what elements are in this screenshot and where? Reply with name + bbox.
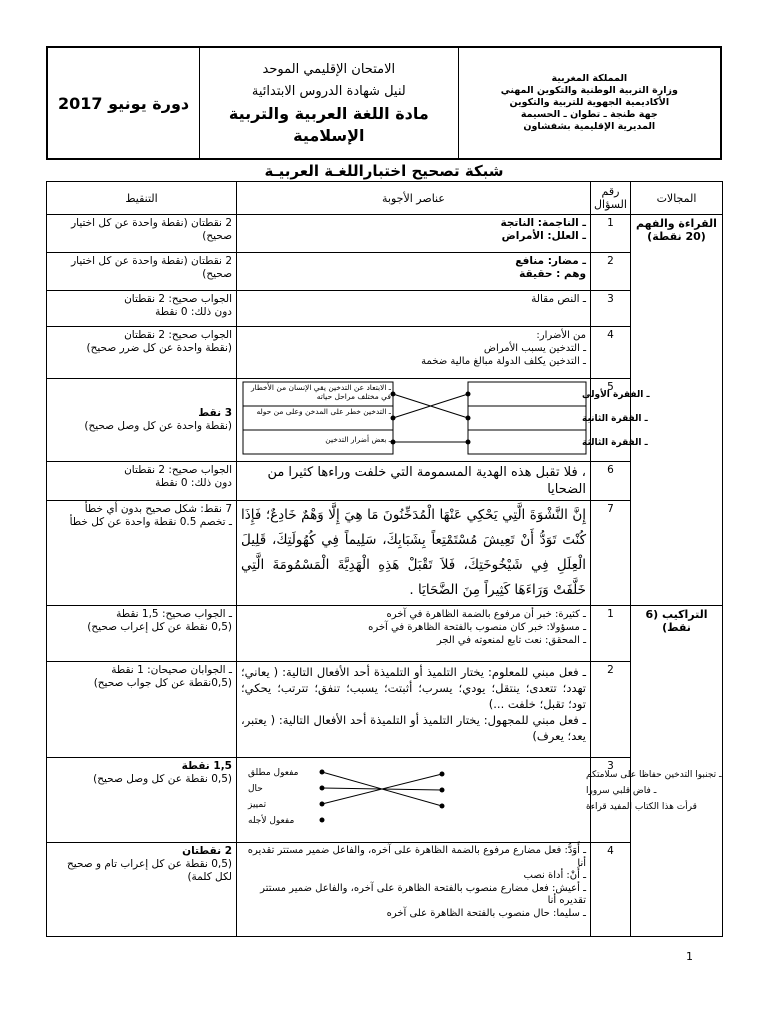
match-right-item: حال xyxy=(248,784,263,794)
grading-line: الجواب صحيح: 2 نقطتان xyxy=(124,464,232,476)
ministry-block xyxy=(458,48,720,158)
header-line: جهة طنجة ـ تطوان ـ الحسيمة xyxy=(520,109,658,120)
match-left-item: ـ الفقرة الثالثة xyxy=(582,438,648,448)
grading-line: الجواب صحيح: 2 نقطتان xyxy=(124,293,232,305)
matching-cell xyxy=(237,379,650,462)
table-row xyxy=(47,379,723,462)
grading-cell xyxy=(47,758,237,843)
answer-cell: إِنَّ النَّشْوَةَ الَّتِي يَحْكِي عَنْهَا الْمُدَخِّنُونَ مَا هِيَ إِلَّا وَهْمٌ خَادِعٌ؛ فَإِذَا كُنْتَ تَوَدُّ أَنْ تَعِيشَ مُسْتَمْتِعاً بِشَبَابِكَ، سَلِيماً فِي كُهُولَتِكَ، قَلِيلَ الْعِلَلِ فِي شَيْخُوخَتِكَ، فَلاَ تَقْبَلْ هَذِهِ الْهَدِيَّةَ الْمَسْمُومَةَ الَّتِي خَلَّفَتْ وَرَاءَهَا كَثِيراً مِنَ الضَّحَايَا . xyxy=(237,501,591,606)
answer-line: ـ التدخين يسبب الأمراض xyxy=(483,343,586,354)
grading-cell xyxy=(47,379,237,462)
grading-line: 1,5 نقطة xyxy=(181,760,232,772)
question-number: 4 xyxy=(591,843,631,937)
question-number: 4 xyxy=(591,327,631,379)
grading-cell xyxy=(47,606,237,662)
correction-grid xyxy=(46,181,723,937)
match-left-item: ـ الفقرة الثانية xyxy=(582,414,648,424)
grading-cell xyxy=(47,462,237,501)
grading-line: دون ذلك: 0 نقطة xyxy=(155,477,232,489)
answer-line: ـ فعل مبني للمجهول: يختار التلميذ أو التلميذة أحد الأفعال التالية: ( يعتبر، يعد؛ يعرف) xyxy=(241,713,586,743)
match-left-item: ـ تجنبوا التدخين حفاظا على سلامتكم xyxy=(586,770,722,780)
grading-line: (نقطة واحدة عن كل ضرر صحيح) xyxy=(86,342,232,354)
grading-line: (نقطة واحدة عن كل وصل صحيح) xyxy=(84,420,232,432)
table-row xyxy=(47,327,723,379)
grading-line: (0,5 نقطة عن كل إعراب صحيح) xyxy=(87,621,232,633)
answer-line: من الأضرار: xyxy=(536,330,586,341)
match-right-item: تمييز xyxy=(248,800,267,810)
grading-line: (0,5نقطة عن كل جواب صحيح) xyxy=(93,677,232,689)
answer-cell xyxy=(237,327,591,379)
question-number: 3 xyxy=(591,758,631,843)
session-label: دورة يونيو 2017 xyxy=(58,93,190,113)
question-number: 2 xyxy=(591,662,631,758)
table-row xyxy=(47,501,723,606)
grading-cell xyxy=(47,662,237,758)
grading-cell xyxy=(47,843,237,937)
grading-line: ـ تخصم 0.5 نقطة واحدة عن كل خطأ xyxy=(69,516,232,528)
question-number: 3 xyxy=(591,291,631,327)
table-row xyxy=(47,606,723,662)
match-right-item: ـ الابتعاد عن التدخين يقي الإنسان من الأخطار في مختلف مراحل حياته xyxy=(250,383,391,401)
answer-line: ـ أَوَدُّ: فعل مضارع مرفوع بالضمة الظاهرة على آخره، والفاعل ضمير مستتر تقديره أنا xyxy=(247,845,586,869)
answer-cell xyxy=(237,843,591,937)
match-left-item: قرأت هذا الكتاب المفيد قراءة xyxy=(586,802,697,812)
col-header-answers: عناصر الأجوبة xyxy=(237,182,591,215)
table-row xyxy=(47,253,723,291)
grading-line: 3 نقط xyxy=(198,407,232,419)
grading-line: (0,5 نقطة عن كل إعراب تام و صحيح لكل كلمة) xyxy=(67,858,232,883)
grading-line: 7 نقط: شكل صحيح بدون أي خطأ xyxy=(84,503,232,515)
table-row xyxy=(47,291,723,327)
header-line: وزارة التربية الوطنية والتكوين المهني xyxy=(500,85,678,96)
grading-line: الجواب صحيح: 2 نقطتان xyxy=(124,329,232,341)
table-row xyxy=(47,843,723,937)
answer-line: ـ أعيش: فعل مضارع منصوب بالفتحة الظاهرة على آخره، والفاعل ضمير مستتر تقديره أنا xyxy=(260,882,586,906)
matching-diagram xyxy=(242,381,650,455)
answer-line: وهم : حقيقة xyxy=(519,268,586,280)
answer-line: ـ الناجمة: الناتجة xyxy=(500,217,586,229)
match-right-item: ـ التدخين خطر على المدخن وعلى من حوله xyxy=(256,407,391,416)
answer-line: ـ كثيرة: خبر أن مرفوع بالضمة الظاهرة في آخره xyxy=(386,609,586,620)
answer-line: ـ مضار: منافع xyxy=(515,255,586,267)
grading-line: دون ذلك: 0 نقطة xyxy=(155,306,232,318)
header-line: المديرية الإقليمية بشفشاون xyxy=(523,121,656,132)
matching-cell xyxy=(237,758,722,843)
grading-line: (0,5 نقطة عن كل وصل صحيح) xyxy=(93,773,232,785)
question-number: 2 xyxy=(591,253,631,291)
col-header-domains: المجالات xyxy=(631,182,723,215)
question-number: 1 xyxy=(591,606,631,662)
domain-reading: القراءة والفهم (20 نقطة) xyxy=(631,215,723,606)
question-number: 6 xyxy=(591,462,631,501)
table-row xyxy=(47,462,723,501)
grading-line: 2 نقطتان xyxy=(182,845,232,857)
table-row xyxy=(47,758,723,843)
header-line: المملكة المغربية xyxy=(551,73,628,84)
answer-line: ، فلا تقبل هذه الهدية المسمومة التي خلفت وراءها كثيرا من الضحايا xyxy=(267,465,586,497)
col-header-grading: التنقيط xyxy=(47,182,237,215)
answer-line: ـ العلل: الأمراض xyxy=(501,230,586,242)
grading-cell xyxy=(47,291,237,327)
subject-name: مادة اللغة العربية والتربية الإسلامية xyxy=(228,104,429,145)
answer-line: ـ فعل مبني للمعلوم: يختار التلميذ أو التلميذة أحد الأفعال التالية: ( يعاني؛ تهدد؛ تتعدى؛ ينتقل؛ يودي؛ يسرب؛ أثبتت؛ يسبب؛ تنفق؛ تترتب؛ يحكي؛ تود؛ تقبل؛ خلفت ...) xyxy=(241,665,586,711)
table-header-row xyxy=(47,182,723,215)
page-number: 1 xyxy=(686,950,693,963)
table-row xyxy=(47,215,723,253)
matching-diagram xyxy=(242,760,722,836)
certificate-name: لنيل شهادة الدروس الابتدائية xyxy=(251,84,406,99)
answer-line: ـ أَنْ: أداة نصب xyxy=(523,870,586,881)
question-number: 1 xyxy=(591,215,631,253)
answer-line: ـ التدخين يكلف الدولة مبالغ مالية ضخمة xyxy=(421,356,586,367)
domain-structures: التراكيب (6 نقط) xyxy=(631,606,723,937)
exam-name: الامتحان الإقليمي الموحد xyxy=(262,62,396,77)
match-right-item: ـ بعض أضرار التدخين xyxy=(325,435,391,444)
grading-line: ـ الجواب صحيح: 1,5 نقطة xyxy=(116,608,232,620)
answer-cell xyxy=(237,291,591,327)
match-left-item: ـ الفقرة الأولى xyxy=(582,390,650,400)
grading-cell: 2 نقطتان (نقطة واحدة عن كل اختيار صحيح) xyxy=(47,215,237,253)
grading-cell xyxy=(47,327,237,379)
answer-line: ـ المحقق: نعت تابع لمنعوته في الجر xyxy=(436,635,586,646)
match-left-item: ـ فاض قلبي سرورا xyxy=(586,786,657,796)
header-line: الأكاديمية الجهوية للتربية والتكوين xyxy=(509,97,670,108)
match-right-item: مفعول لأجله xyxy=(248,816,295,826)
page-title: شبكة تصحيح اختباراللغـة العربيـة xyxy=(264,162,504,180)
answer-line: ـ سليما: حال منصوب بالفتحة الظاهرة على آخره xyxy=(386,907,586,919)
question-number: 5 xyxy=(591,379,631,462)
table-row xyxy=(47,662,723,758)
match-right-item: مفعول مطلق xyxy=(248,768,299,778)
col-header-qnum: رقم السؤال xyxy=(591,182,631,215)
answer-cell xyxy=(237,606,591,662)
answer-cell xyxy=(237,462,591,501)
answer-cell xyxy=(237,253,591,291)
grading-cell xyxy=(47,501,237,606)
answer-cell xyxy=(237,215,591,253)
question-number: 7 xyxy=(591,501,631,606)
grading-cell: 2 نقطتان (نقطة واحدة عن كل اختيار صحيح) xyxy=(47,253,237,291)
answer-line: ـ مسؤولا: خبر كان منصوب بالفتحة الظاهرة في آخره xyxy=(368,622,586,633)
answer-cell xyxy=(237,662,591,758)
grading-line: ـ الجوابان صحيحان: 1 نقطة xyxy=(111,664,232,676)
answer-line: ـ النص مقالة xyxy=(531,293,586,305)
exam-header xyxy=(46,46,722,160)
session-block xyxy=(48,48,199,158)
exam-title-block xyxy=(199,48,457,158)
